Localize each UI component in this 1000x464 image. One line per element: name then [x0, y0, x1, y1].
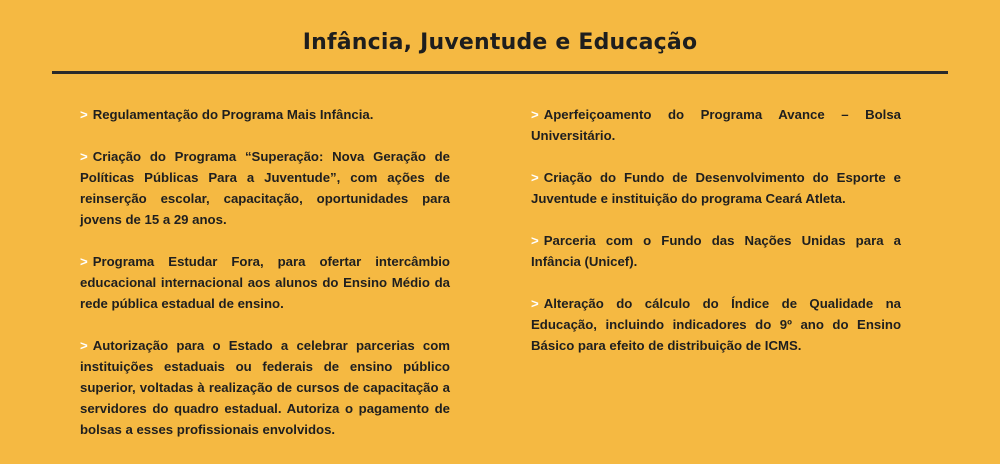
bullet-marker: >: [531, 296, 539, 311]
list-item: [80, 104, 450, 125]
right-column: [531, 104, 901, 377]
title-divider: [52, 71, 948, 74]
item-text: Criação do Programa “Superação: Nova Geração de Políticas Públicas Para a Juventude”, com ações de reinserção escolar, capacitação, oportunidades para jovens de 15 a 29 anos.: [80, 149, 450, 227]
item-text: Aperfeiçoamento do Programa Avance – Bolsa Universitário.: [531, 107, 901, 143]
list-item: [80, 335, 450, 440]
list-item: [80, 251, 450, 314]
bullet-marker: >: [80, 107, 88, 122]
bullet-marker: >: [531, 170, 539, 185]
list-item: [80, 146, 450, 230]
item-text: Programa Estudar Fora, para ofertar intercâmbio educacional internacional aos alunos do Ensino Médio da rede pública estadual de ensino.: [80, 254, 450, 311]
list-item: [531, 230, 901, 272]
list-item: [531, 167, 901, 209]
bullet-marker: >: [531, 107, 539, 122]
list-item: [531, 104, 901, 146]
bullet-marker: >: [80, 338, 88, 353]
item-text: Autorização para o Estado a celebrar parcerias com instituições estaduais ou federais de ensino público superior, voltadas à realização de cursos de capacitação a servidores do quadro estadual. Autoriza o pagamento de bolsas a esses profissionais envolvidos.: [80, 338, 450, 437]
item-text: Parceria com o Fundo das Nações Unidas para a Infância (Unicef).: [531, 233, 901, 269]
item-text: Criação do Fundo de Desenvolvimento do Esporte e Juventude e instituição do programa Ceará Atleta.: [531, 170, 901, 206]
bullet-marker: >: [80, 254, 88, 269]
page-title: Infância, Juventude e Educação: [302, 30, 698, 55]
bullet-marker: >: [80, 149, 88, 164]
left-column: [80, 104, 450, 461]
item-text: Regulamentação do Programa Mais Infância.: [92, 107, 374, 122]
list-item: [531, 293, 901, 356]
bullet-marker: >: [531, 233, 539, 248]
item-text: Alteração do cálculo do Índice de Qualidade na Educação, incluindo indicadores do 9º ano do Ensino Básico para efeito de distribuição de ICMS.: [531, 296, 901, 353]
